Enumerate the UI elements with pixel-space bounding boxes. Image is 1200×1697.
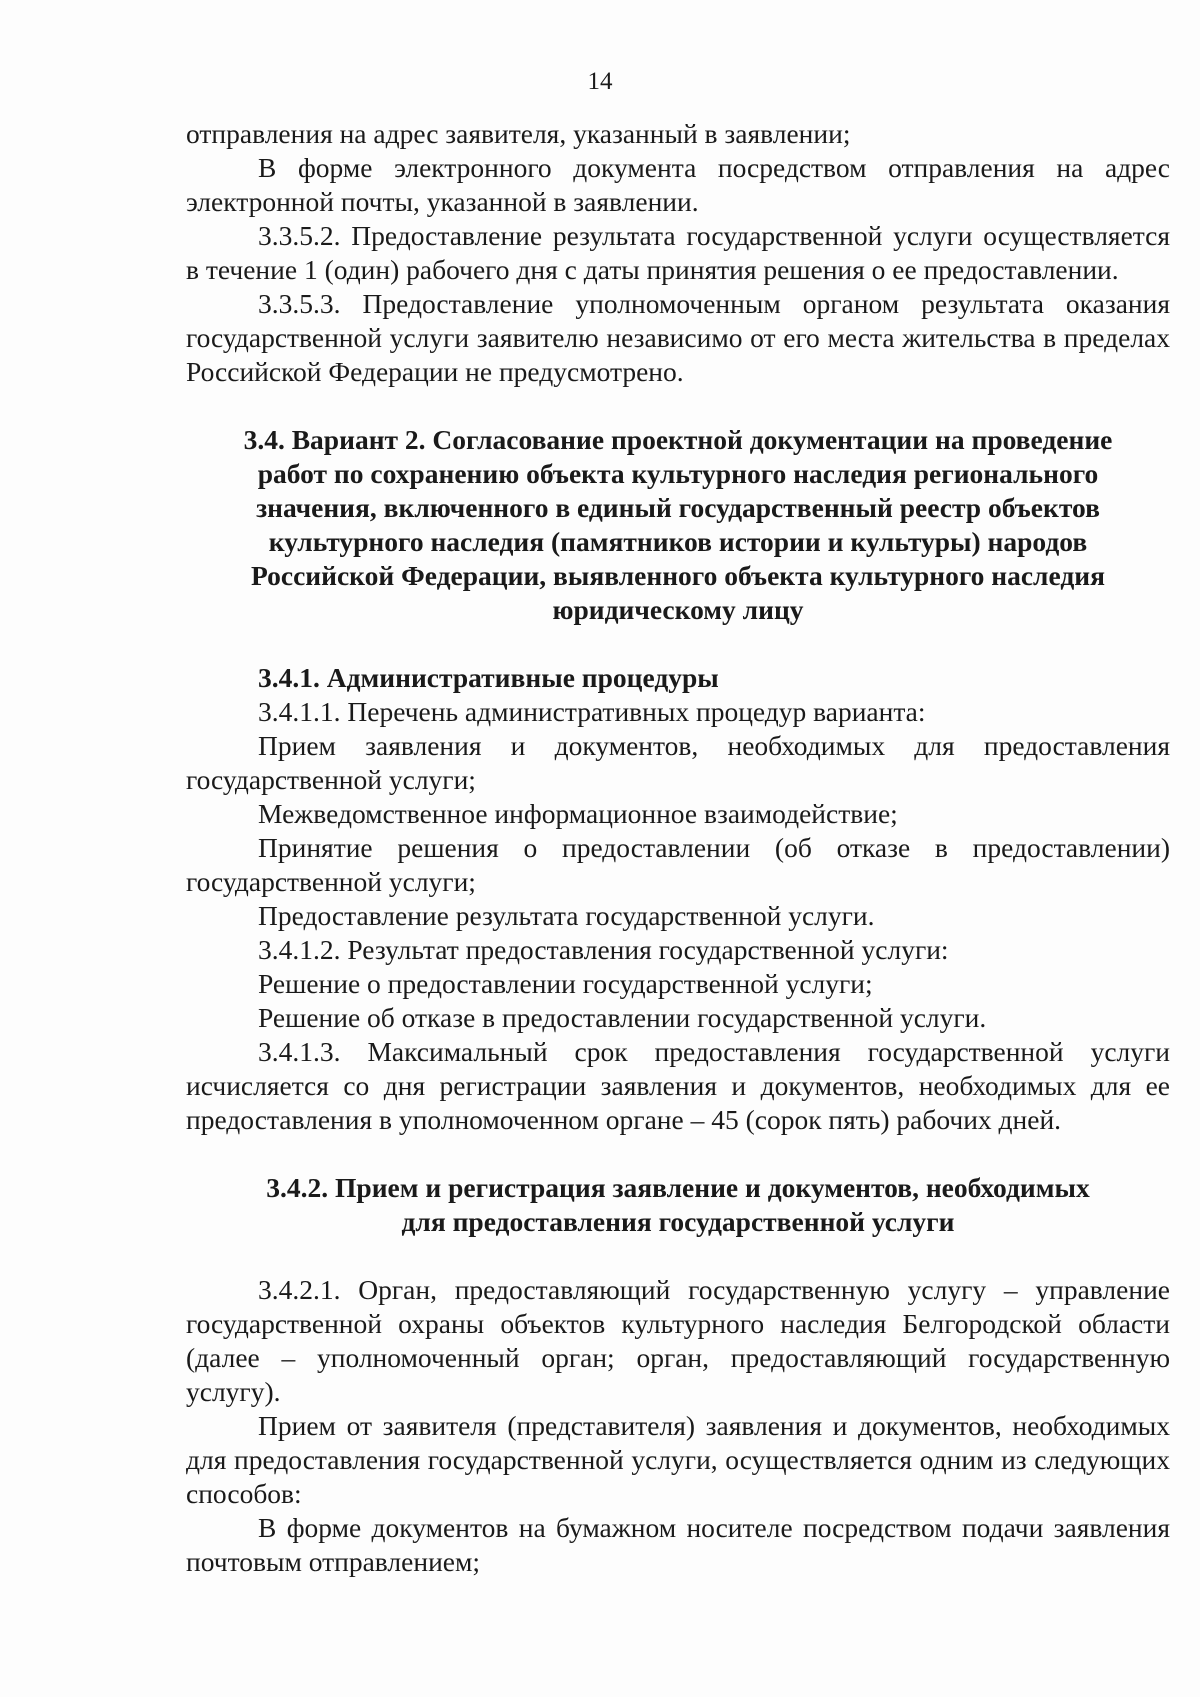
spacer [186, 389, 1170, 423]
paragraph: Прием от заявителя (представителя) заявления и документов, необходимых для предоставления государственной услуги, осуществляется одним из следующих способов: [186, 1410, 1170, 1509]
paragraph: Межведомственное информационное взаимодействие; [258, 798, 898, 829]
paragraph: отправления на адрес заявителя, указанный в заявлении; [186, 118, 851, 149]
paragraph: 3.4.1.3. Максимальный срок предоставления государственной услуги исчисляется со дня регистрации заявления и документов, необходимых для ее предоставления в уполномоченном органе – 45 (сорок пять) рабочих дней. [186, 1036, 1170, 1135]
paragraph: Решение об отказе в предоставлении государственной услуги. [258, 1002, 987, 1033]
section-heading-3-4: 3.4. Вариант 2. Согласование проектной документации на проведение работ по сохранению объекта культурного наследия регионального значения, включенного в единый государственный реестр объектов культурного наследия (памятников истории и культуры) народов Российской Федерации, выявленного объекта культурного наследия юридическому лицу [243, 424, 1113, 625]
paragraph: В форме документов на бумажном носителе посредством подачи заявления почтовым отправлением; [186, 1512, 1170, 1577]
paragraph: Предоставление результата государственной услуги. [258, 900, 875, 931]
page-number: 14 [587, 68, 613, 95]
paragraph: В форме электронного документа посредством отправления на адрес электронной почты, указанной в заявлении. [186, 152, 1170, 217]
subsection-heading-3-4-2: 3.4.2. Прием и регистрация заявление и документов, необходимых для предоставления государственной услуги [266, 1172, 1090, 1237]
paragraph: Прием заявления и документов, необходимых для предоставления государственной услуги; [186, 730, 1170, 795]
paragraph: 3.4.1.1. Перечень административных процедур варианта: [258, 696, 926, 727]
paragraph: 3.3.5.3. Предоставление уполномоченным органом результата оказания государственной услуги заявителю независимо от его места жительства в пределах Российской Федерации не предусмотрено. [186, 288, 1170, 387]
document-body [186, 117, 1170, 1579]
paragraph: 3.3.5.2. Предоставление результата государственной услуги осуществляется в течение 1 (один) рабочего дня с даты принятия решения о ее предоставлении. [186, 220, 1170, 285]
spacer [186, 1239, 1170, 1273]
paragraph: Решение о предоставлении государственной услуги; [258, 968, 873, 999]
paragraph: 3.4.1.2. Результат предоставления государственной услуги: [258, 934, 949, 965]
spacer [186, 1137, 1170, 1171]
spacer [186, 627, 1170, 661]
paragraph: Принятие решения о предоставлении (об отказе в предоставлении) государственной услуги; [186, 832, 1170, 897]
subsection-heading-3-4-1: 3.4.1. Административные процедуры [258, 662, 719, 693]
paragraph: 3.4.2.1. Орган, предоставляющий государственную услугу – управление государственной охраны объектов культурного наследия Белгородской области (далее – уполномоченный орган; орган, предоставляющий государственную услугу). [186, 1274, 1170, 1407]
